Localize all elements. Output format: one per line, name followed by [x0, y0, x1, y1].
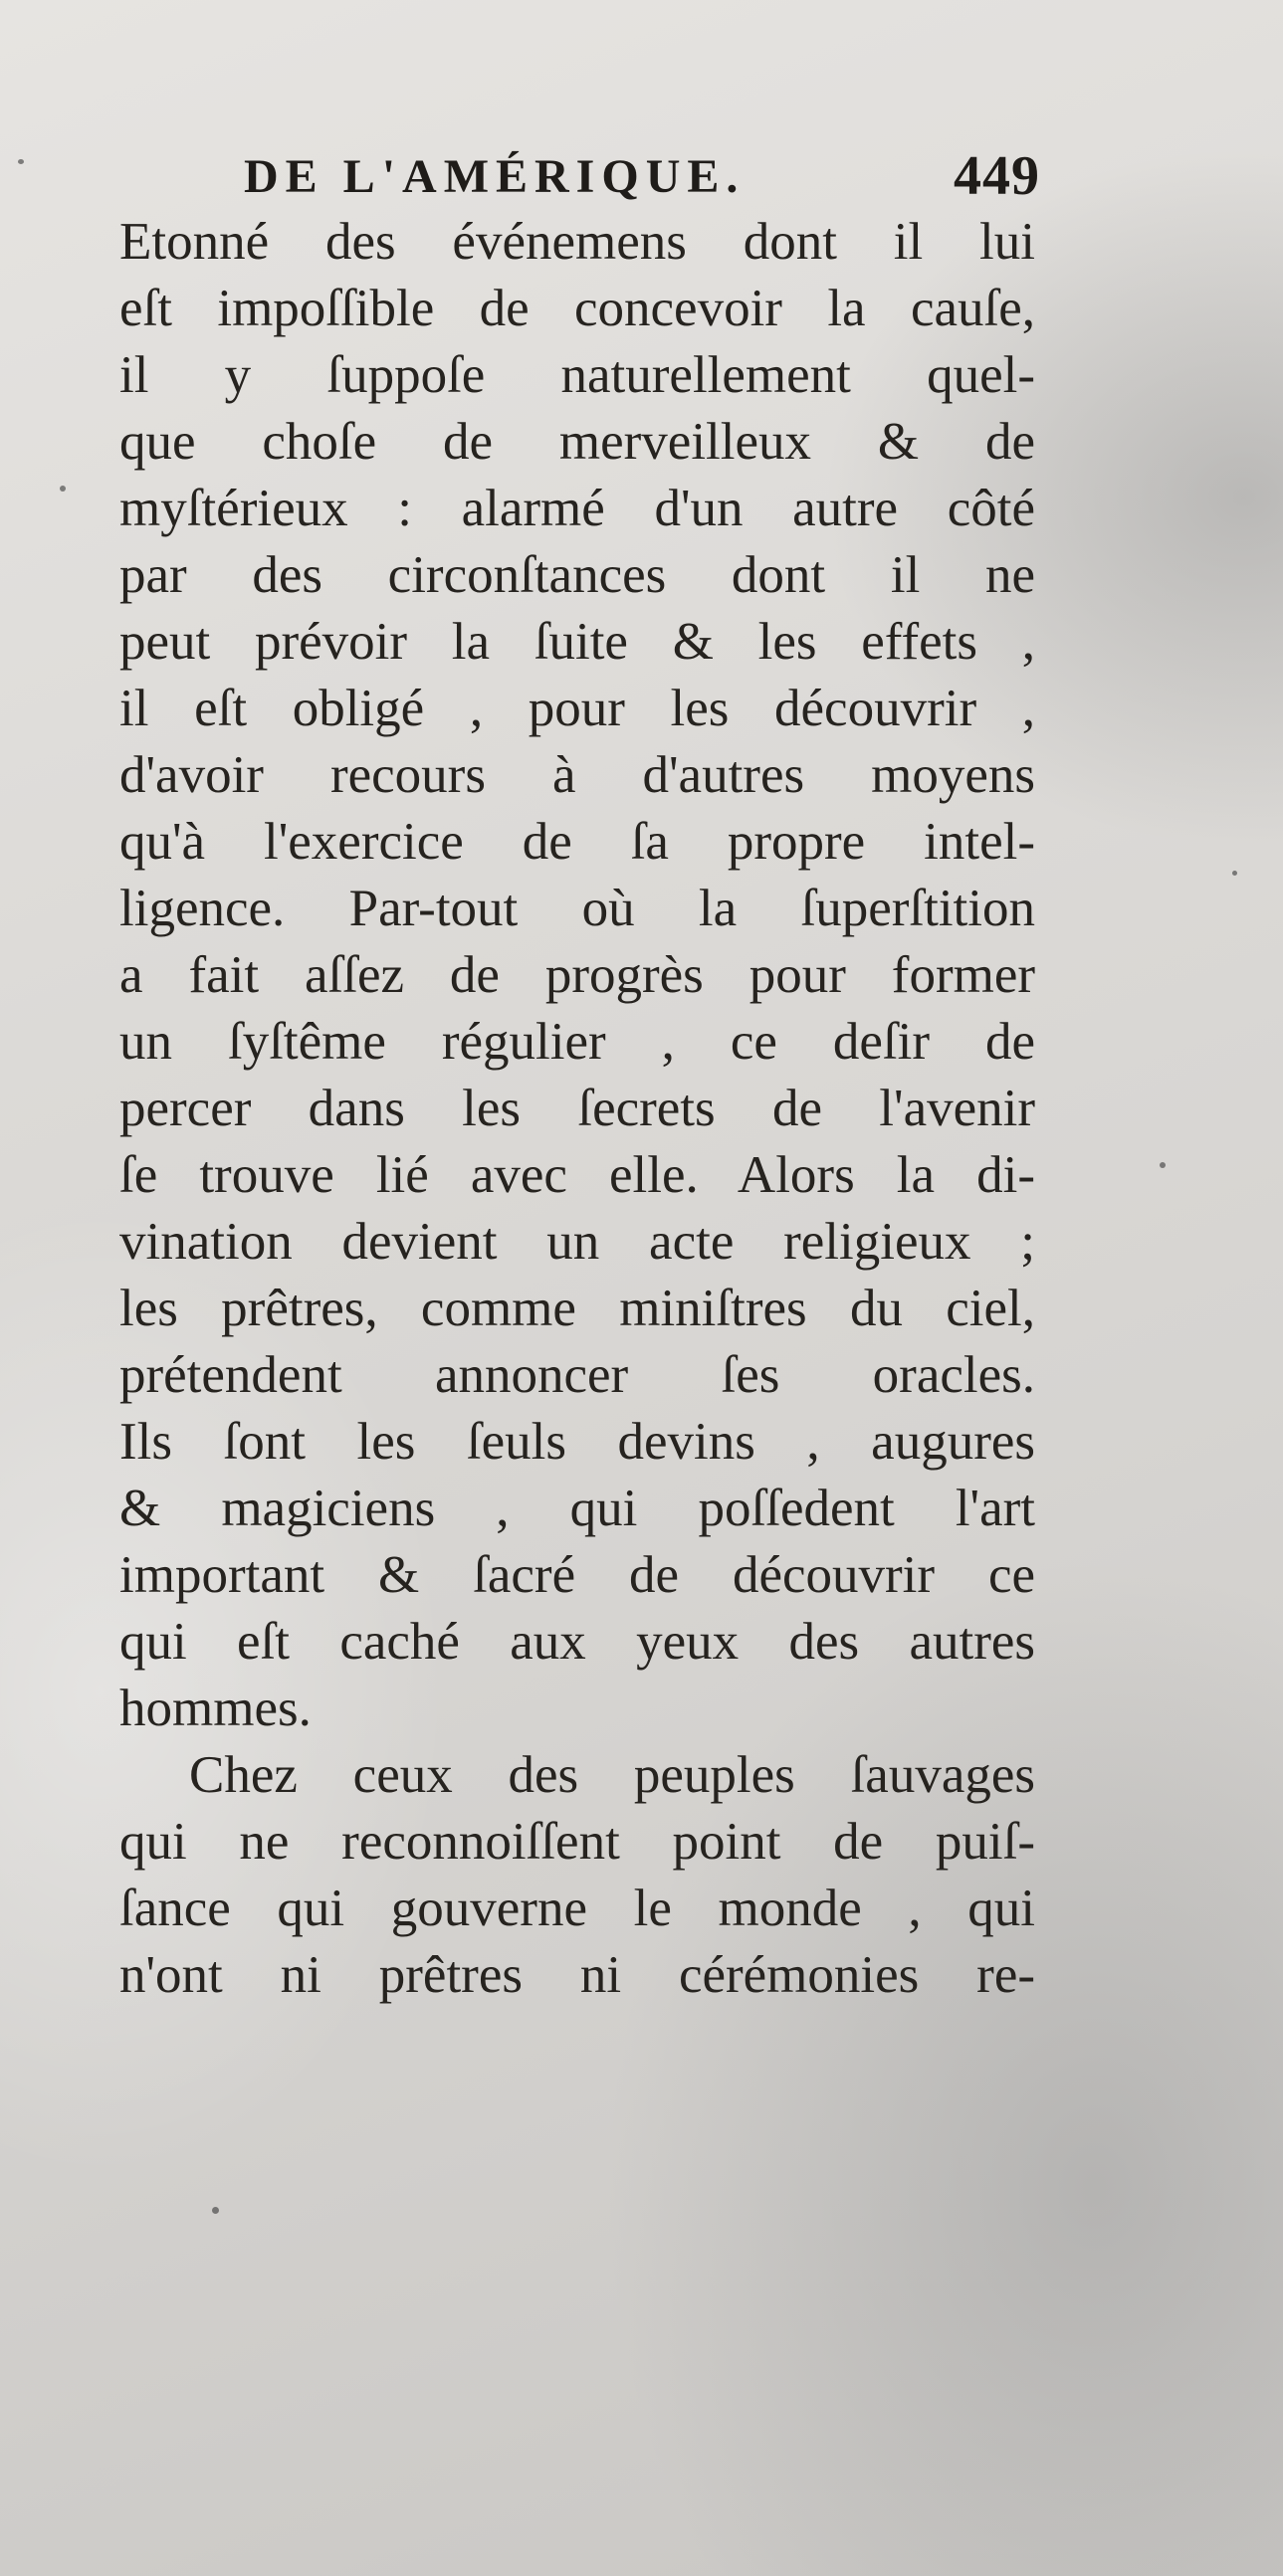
text-line: ſance qui gouverne le monde , qui — [119, 1880, 1035, 1937]
text-line: myſtérieux : alarmé d'un autre côté — [119, 480, 1035, 537]
text-line: qui ne reconnoiſſent point de puiſ- — [119, 1813, 1035, 1871]
body-text — [119, 209, 1035, 2009]
text-line: vination devient un acte religieux ; — [119, 1213, 1035, 1271]
text-line: il y ſuppoſe naturellement quel- — [119, 346, 1035, 404]
page-number: 449 — [954, 145, 1040, 207]
text-line: qui eſt caché aux yeux des autres — [119, 1613, 1035, 1671]
paragraph-2 — [119, 1742, 1035, 2009]
text-line: hommes. — [119, 1680, 312, 1737]
text-line: a fait aſſez de progrès pour former — [119, 946, 1035, 1004]
text-line: par des circonſtances dont il ne — [119, 546, 1035, 604]
text-line: important & ſacré de découvrir ce — [119, 1546, 1035, 1604]
text-line: ligence. Par-tout où la ſuperſtition — [119, 880, 1035, 937]
paragraph-1 — [119, 209, 1035, 1742]
text-line: n'ont ni prêtres ni cérémonies re- — [119, 1946, 1035, 2004]
text-line: que choſe de merveilleux & de — [119, 413, 1035, 471]
paper-speck — [60, 486, 66, 492]
text-line: & magiciens , qui poſſedent l'art — [119, 1480, 1035, 1537]
text-line: Chez ceux des peuples ſauvages — [189, 1746, 1035, 1804]
paper-speck — [212, 2207, 219, 2214]
running-head: DE L'AMÉRIQUE. — [244, 149, 746, 203]
text-line: eſt impoſſible de concevoir la cauſe, — [119, 280, 1035, 337]
text-line: il eſt obligé , pour les découvrir , — [119, 680, 1035, 737]
text-line: un ſyſtême régulier , ce deſir de — [119, 1013, 1035, 1071]
text-line: ſe trouve lié avec elle. Alors la di- — [119, 1146, 1035, 1204]
paper-speck — [1232, 871, 1237, 876]
paper-speck — [18, 159, 24, 164]
text-line: Etonné des événemens dont il lui — [119, 213, 1035, 271]
text-line: qu'à l'exercice de ſa propre intel- — [119, 813, 1035, 871]
text-line: Ils ſont les ſeuls devins , augures — [119, 1413, 1035, 1471]
text-line: percer dans les ſecrets de l'avenir — [119, 1080, 1035, 1137]
text-line: les prêtres, comme miniſtres du ciel, — [119, 1280, 1035, 1337]
text-line: peut prévoir la ſuite & les effets , — [119, 613, 1035, 671]
paper-speck — [1160, 1162, 1166, 1168]
text-line: d'avoir recours à d'autres moyens — [119, 746, 1035, 804]
page-header — [244, 141, 1040, 211]
text-line: prétendent annoncer ſes oracles. — [119, 1346, 1035, 1404]
